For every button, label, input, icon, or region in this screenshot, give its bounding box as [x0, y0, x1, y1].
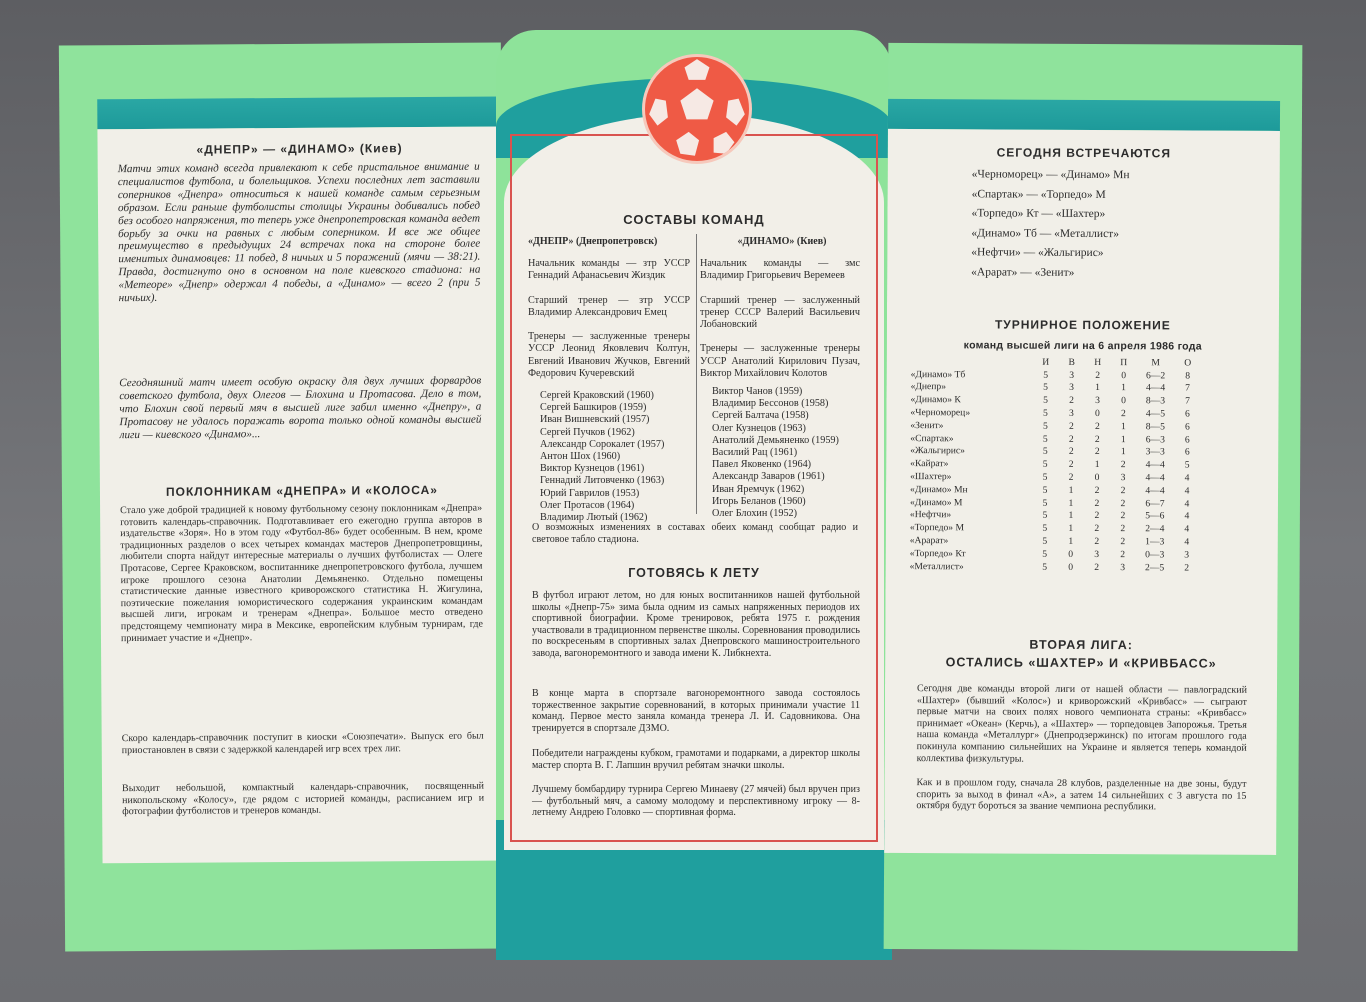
second-league-body-2: Как и в прошлом году, сначала 28 клубов, разделенные на две зоны, будут спорить за выход в финал «А», а затем 14 сильнейших с 3 августа по 15 октября будут бороться за звание чемпиона республики.	[916, 777, 1247, 813]
standings-title: ТУРНИРНОЕ ПОЛОЖЕНИЕ	[994, 317, 1171, 333]
stat-cell: 3	[1120, 472, 1126, 484]
stat-cell: 2	[1068, 471, 1074, 483]
stat-cell: 2	[1120, 459, 1126, 471]
stat-cell: 5	[1042, 497, 1048, 509]
summer-body-1: В футбол играют летом, но для юных воспитанников нашей футбольной школы «Днепр-75» зима была одним из самых напряженных периодов их спортивной биографии. Кроме тренировок, ребята 1975 г. рождения участвовали в традиционном первенстве школы. Соревнования проводились по воскресеньям в спортивных залах Днепровского машиностроительного завода, вагоноремонтного и завода имени К. Либкнехта.	[532, 590, 860, 659]
stat-cell: 3	[1069, 369, 1075, 381]
stat-cell: 5	[1042, 433, 1048, 445]
stat-cell: 5	[1184, 459, 1190, 471]
article-title-fans: ПОКЛОННИКАМ «ДНЕПРА» И «КОЛОСА»	[165, 482, 438, 499]
stat-cell: 1	[1068, 484, 1074, 496]
standings-table	[910, 355, 1201, 574]
team2-name: «ДИНАМО» (Киев)	[737, 236, 827, 247]
stat-cell: 3	[1184, 549, 1190, 561]
stat-cell: 2	[1068, 420, 1074, 432]
player-entry: Иван Вишневский (1957)	[540, 414, 650, 426]
stat-cell: 5	[1043, 369, 1049, 381]
stat-cell: 3	[1095, 395, 1100, 407]
stat-cell: 6	[1184, 434, 1190, 446]
stat-cell: 8—5	[1145, 421, 1165, 433]
stat-cell: 5	[1042, 484, 1048, 496]
stat-cell: 6	[1184, 446, 1190, 458]
stat-cell: 1	[1121, 382, 1126, 394]
stat-cell: 1	[1068, 510, 1074, 522]
stat-cell: 5	[1043, 395, 1048, 407]
stat-cell: 4	[1184, 498, 1190, 510]
stat-cell: 3	[1120, 561, 1126, 573]
stat-cell: 2	[1120, 548, 1126, 561]
team1-name: «ДНЕПР» (Днепропетровск)	[528, 236, 658, 247]
stat-cell: 0—3	[1145, 549, 1165, 561]
stat-cell: 6	[1184, 421, 1190, 433]
stat-cell: 2	[1068, 433, 1074, 445]
table-row	[910, 560, 1200, 574]
stat-cell: 0	[1068, 561, 1074, 573]
player-entry: Игорь Беланов (1960)	[712, 495, 806, 507]
stat-cell: 1	[1120, 446, 1126, 458]
stat-cell: 2	[1120, 523, 1126, 535]
player-entry: Сергей Краковский (1960)	[540, 390, 654, 401]
player-entry: Александр Сорокалет (1957)	[540, 438, 665, 450]
center-page	[496, 30, 892, 960]
second-league-title: ВТОРАЯ ЛИГА:	[1029, 637, 1134, 653]
stat-cell: 4—4	[1145, 382, 1166, 394]
left-paper	[97, 126, 506, 863]
team1-staff: Начальник команды — зтр УССР Геннадий Афанасьевич Жиздик Старший тренер — зтр УССР Владимир Александрович Емец Тренеры — заслуженные тренеры УССР Леонид Яковлевич Колтун, Евгений Иванович Жучков, Евгений Федорович Кучеревский	[528, 258, 690, 379]
stat-cell: 2	[1068, 446, 1074, 458]
match-item: «Динамо» Тб — «Металлист»	[971, 226, 1120, 240]
team2-staff: Начальник команды — змс Владимир Григорьевич Веремеев Старший тренер — заслуженный тренер СССР Валерий Васильевич Лобановский Тренеры — заслуженные тренеры УССР Анатолий Кирилович Пузач, Виктор Михайлович Колотов	[700, 258, 860, 379]
stat-cell: 2	[1120, 510, 1126, 522]
stat-cell: 6—7	[1145, 497, 1165, 510]
stat-cell: 5	[1042, 420, 1048, 432]
standings-col-header: И	[1042, 356, 1050, 368]
team-name: «Торпедо» М	[909, 522, 965, 534]
lineup-note: О возможных изменениях в составах обеих команд сообщат радио и световое табло стадиона.	[532, 522, 858, 545]
match-item: «Нефтчи» — «Жальгирис»	[971, 246, 1104, 260]
right-paper	[884, 129, 1280, 855]
standings-col-header: М	[1151, 357, 1160, 369]
stat-cell: 2	[1120, 536, 1126, 548]
stat-cell: 5	[1042, 522, 1048, 535]
stat-cell: 0	[1094, 472, 1100, 484]
article-body: Стало уже доброй традицией к новому футбольному сезону поклонникам «Днепра» готовить календарь-справочник. Подготавливает его ежегодно группа авторов в издательстве «Зоря». Но в этом году «Футбол-86» будет особенным. В нем, кроме традиционных разделов о всех четырех командах мастеров Днепропетровщины, любители спорта найдут интересные материалы о лучших футболистах — Олеге Протасове, Сергее Краковском, воспитаннике днепропетровского футбола, лучшем игроке прошлого сезона Анатолии Демьяненко. Отдельно помещены статистические данные известного криворожского статистика Н. Жигулина, поэтические пожелания юмористического содержания украинским командам высшей лиги, игрокам и тренерам «Днепра». Большое место отведено предстоящему чемпионату мира в Мексике, европейским клубным турнирам, где принимает участие и «Днепр».	[120, 502, 483, 644]
standings-col-header: П	[1120, 357, 1128, 369]
stat-cell: 3—3	[1145, 446, 1165, 458]
stat-cell: 2—4	[1145, 523, 1165, 535]
player-entry: Геннадий Литовченко (1963)	[540, 475, 665, 487]
stat-cell: 1	[1095, 382, 1100, 394]
stat-cell: 6—3	[1145, 433, 1165, 446]
team-name: «Спартак»	[910, 432, 954, 444]
stat-cell: 2	[1094, 446, 1100, 458]
stat-cell: 6	[1185, 408, 1190, 420]
stat-cell: 4—4	[1145, 472, 1165, 484]
stat-cell: 4	[1184, 523, 1190, 535]
article-title-dnepr-dinamo: «ДНЕПР» — «ДИНАМО» (Киев)	[196, 141, 403, 157]
stat-cell: 0	[1095, 408, 1100, 420]
stat-cell: 5	[1043, 407, 1048, 419]
stat-cell: 1	[1068, 523, 1074, 535]
player-entry: Александр Заваров (1961)	[712, 471, 825, 483]
standings-col-header: В	[1068, 356, 1075, 368]
stat-cell: 5	[1042, 548, 1048, 560]
right-page	[884, 43, 1303, 951]
stat-cell: 2	[1094, 523, 1100, 535]
player-entry: Виктор Кузнецов (1961)	[540, 463, 645, 475]
team-name: «Динамо» Тб	[910, 368, 966, 381]
stat-cell: 6—2	[1146, 369, 1166, 382]
stat-cell: 4	[1184, 536, 1190, 548]
stat-cell: 2	[1094, 561, 1100, 573]
match-item: «Спартак» — «Торпедо» М	[971, 187, 1106, 201]
stat-cell: 4	[1184, 485, 1190, 497]
stat-cell: 7	[1185, 395, 1190, 407]
standings-col-header: О	[1184, 357, 1192, 369]
article-intro: Матчи этих команд всегда привлекают к себе пристальное внимание и специалистов футбола, и болельщиков. Успехи последних лет заставили соперников «Днепра» относиться к нашей команде самым серьезным образом. Если раньше футболисты столицы Украины добивались побед без особого напряжения, то теперь уже днепропетровская команда ведет борьбу за очки на равных с любым соперником. И все же общее преимущество в предыдущих 24 встречах пока на стороне более именитых динамовцев: 11 побед, 8 ничьих и 5 поражений (мячи — 38:21). Правда, достигнуто оно в основном на поле киевского стадиона: на «Метеоре» «Днепр» одержал 4 победы, а «Динамо» — всего 2 (при 5 ничьих).	[117, 160, 481, 305]
stat-cell: 2	[1094, 420, 1100, 432]
stat-cell: 2	[1069, 395, 1074, 407]
stat-cell: 2	[1094, 510, 1100, 522]
article-intro-2: Сегодняшний матч имеет особую окраску для двух лучших форвардов советского футбола, двух Олегов — Блохина и Протасова. Дело в том, что Блохин свой первый мяч в высшей лиге забил именно «Днепру», а Протасову не удалось поражать ворота только одной команды высшей лиги — киевского «Динамо»...	[119, 374, 482, 441]
player-entry: Владимир Лютый (1962)	[540, 512, 648, 524]
stat-cell: 0	[1068, 548, 1074, 560]
stat-cell: 2—5	[1145, 561, 1165, 574]
stat-cell: 2	[1094, 433, 1100, 445]
player-entry: Василий Рац (1961)	[712, 447, 798, 459]
teal-stripe	[888, 99, 1280, 131]
team-name: «Черноморец»	[910, 407, 971, 419]
team-name: «Динамо» М	[909, 496, 963, 508]
second-league-subtitle: ОСТАЛИСЬ «ШАХТЕР» И «КРИВБАСС»	[945, 655, 1217, 671]
stat-cell: 2	[1120, 497, 1126, 509]
stat-cell: 5	[1043, 382, 1048, 394]
player-entry: Владимир Бессонов (1958)	[712, 398, 829, 410]
stat-cell: 5	[1042, 510, 1048, 522]
team-name: «Динамо» К	[910, 394, 961, 406]
stat-cell: 2	[1120, 485, 1126, 497]
player-entry: Сергей Пучков (1962)	[540, 426, 635, 438]
player-entry: Сергей Балтача (1958)	[712, 410, 809, 422]
section-title-summer: ГОТОВЯСЬ К ЛЕТУ	[628, 566, 760, 580]
second-league-body-1: Сегодня две команды второй лиги от нашей области — павлоградский «Шахтер» (бывший «Колос») и криворожский «Кривбасс» — сыграют первые матчи на своих полях нового чемпионата страны: «Кривбасс» принимает «Океан» (Керчь), а «Шахтер» — торпедовцев Запорожья. Третья наша команда «Металлург» (Днепродзержинск) по итогам прошлого года покинула компанию сильнейших на Украине и является теперь командой коллектива физкультуры.	[916, 683, 1248, 765]
player-entry: Виктор Чанов (1959)	[712, 386, 803, 397]
player-entry: Антон Шох (1960)	[540, 451, 621, 463]
standings-col-header: Н	[1094, 356, 1102, 368]
stat-cell: 2	[1094, 484, 1100, 496]
summer-body-3: Победители награждены кубком, грамотами и подарками, а директор школы мастер спорта В. Г. Лапшин вручил ребятам значки школы.	[532, 748, 860, 771]
stat-cell: 2	[1095, 369, 1101, 381]
stat-cell: 1	[1120, 421, 1126, 433]
team-name: «Торпедо» Кт	[909, 547, 966, 560]
stat-cell: 4—5	[1145, 408, 1166, 420]
match-item: «Арарат» — «Зенит»	[971, 265, 1075, 279]
team-name: «Шахтер»	[910, 471, 952, 483]
team-name: «Динамо» Мн	[910, 483, 968, 496]
player-entry: Павел Яковенко (1964)	[712, 459, 812, 471]
lineups-title: СОСТАВЫ КОМАНД	[623, 212, 765, 227]
standings-subtitle: команд высшей лиги на 6 апреля 1986 года	[963, 339, 1202, 353]
stat-cell: 1	[1068, 535, 1074, 547]
stat-cell: 3	[1069, 382, 1074, 394]
stat-cell: 5—6	[1145, 510, 1165, 522]
stat-cell: 8—3	[1145, 395, 1166, 407]
player-entry: Анатолий Демьяненко (1959)	[712, 434, 839, 446]
article-body-3: Скоро календарь-справочник поступит в киоски «Союзпечати». Выпуск его был приостановлен в связи с задержкой календарей игр всех трех лиг.	[121, 730, 484, 756]
player-entry: Юрий Гаврилов (1953)	[540, 487, 640, 499]
team-name: «Зенит»	[910, 419, 944, 432]
stat-cell: 4—4	[1145, 459, 1165, 471]
stat-cell: 3	[1094, 548, 1100, 560]
team-name: «Арарат»	[909, 535, 949, 547]
stat-cell: 5	[1042, 561, 1048, 573]
stat-cell: 2	[1121, 408, 1126, 420]
player-entry: Сергей Башкиров (1959)	[540, 402, 647, 414]
left-page	[59, 42, 507, 951]
stat-cell: 5	[1042, 459, 1048, 471]
stat-cell: 2	[1184, 562, 1190, 574]
stat-cell: 2	[1094, 536, 1100, 548]
stat-cell: 4	[1184, 510, 1190, 522]
today-matches-title: СЕГОДНЯ ВСТРЕЧАЮТСЯ	[996, 145, 1172, 161]
stat-cell: 0	[1121, 395, 1126, 407]
team2-players	[712, 386, 839, 520]
player-entry: Олег Протасов (1964)	[540, 499, 635, 511]
stat-cell: 1	[1068, 497, 1074, 509]
teal-stripe	[97, 96, 501, 129]
stat-cell: 2	[1094, 497, 1100, 509]
player-entry: Иван Яремчук (1962)	[712, 483, 805, 495]
column-divider	[696, 234, 697, 514]
team-name: «Кайрат»	[910, 458, 949, 470]
stat-cell: 0	[1121, 369, 1127, 381]
team1-players	[540, 390, 664, 524]
article-body-4: Выходит небольшой, компактный календарь-справочник, посвященный никопольскому «Колосу», где рядом с историей команды, расписанием игр и фотографии футболистов и тренеров команды.	[121, 780, 485, 818]
stat-cell: 2	[1068, 459, 1074, 471]
player-entry: Олег Кузнецов (1963)	[712, 422, 806, 434]
match-item: «Черноморец» — «Динамо» Мн	[971, 168, 1130, 182]
stat-cell: 1	[1120, 433, 1126, 445]
stat-cell: 4	[1184, 472, 1190, 484]
stat-cell: 5	[1042, 471, 1048, 483]
team-name: «Металлист»	[909, 560, 964, 572]
stat-cell: 5	[1042, 535, 1048, 547]
stat-cell: 4—4	[1145, 485, 1165, 497]
summer-body-2: В конце марта в спортзале вагоноремонтного завода состоялось торжественное закрытие соревнований, в которых принимали участие 11 команд. Первое место заняла команда тренера Л. И. Садовникова. Она тренируется в спортзале ДЗМО.	[532, 688, 860, 734]
soccer-ball-icon	[642, 54, 752, 164]
summer-body-4: Лучшему бомбардиру турнира Сергею Минаеву (27 мячей) был вручен приз — футбольный мяч, а самому молодому и перспективному игроку — 8-летнему Андрею Головко — спортивная форма.	[532, 784, 860, 819]
team-name: «Днепр»	[910, 381, 947, 393]
stat-cell: 5	[1042, 446, 1048, 458]
player-entry: Олег Блохин (1952)	[712, 508, 798, 520]
stat-cell: 7	[1185, 382, 1190, 394]
stat-cell: 8	[1185, 370, 1191, 382]
match-item: «Торпедо» Кт — «Шахтер»	[971, 207, 1106, 221]
stat-cell: 1	[1094, 459, 1100, 471]
stat-cell: 3	[1069, 407, 1074, 419]
today-matches-list	[971, 165, 1129, 283]
team-name: «Нефтчи»	[909, 509, 952, 521]
team-name: «Жальгирис»	[910, 445, 965, 457]
stat-cell: 1—3	[1145, 536, 1165, 548]
